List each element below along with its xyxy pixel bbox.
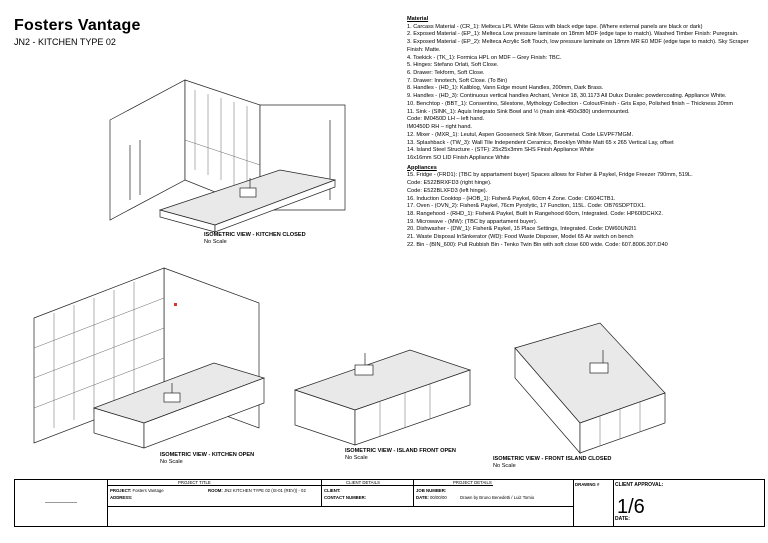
caption-kitchen-open-title: ISOMETRIC VIEW - KITCHEN OPEN xyxy=(160,452,255,458)
caption-island-open-title: ISOMETRIC VIEW - ISLAND FRONT OPEN xyxy=(345,448,456,454)
caption-island-open xyxy=(345,448,456,461)
material-note-item: 3. Exposed Material - (EP_2): Melteca Acrylic Soft Touch, low pressure laminate on 18mm MR E0 MDF (edge tape to match). Sky Scraper Finish: Matte. xyxy=(407,39,749,53)
job-field xyxy=(416,488,446,493)
caption-kitchen-open xyxy=(160,452,254,465)
caption-kitchen-closed xyxy=(204,232,306,245)
material-list xyxy=(407,24,759,163)
drawing-subtitle: JN2 - KITCHEN TYPE 02 xyxy=(14,37,116,47)
caption-island-closed-scale: No Scale xyxy=(493,462,516,469)
material-note-item: 4. Toekick - (TK_1): Formica HPL on MDF – Grey Finish: TBC. xyxy=(407,54,562,61)
title-block xyxy=(107,479,765,527)
client-field xyxy=(324,488,340,493)
appliance-note-item: 15. Fridge - (FRD1): (TBC by appartament buyer) Spaces allows for Fisher & Paykel, Fridge Freezer 790mm, 519L. xyxy=(407,172,693,179)
appliance-note-item: 18. Rangehood - (RHD_1): Fisher& Paykel, Built In Rangehood 60cm, Integrated. Code: HP60IDCHX2. xyxy=(407,210,663,217)
address-field xyxy=(110,495,132,500)
kitchen-closed-drawing xyxy=(100,60,400,235)
logo-mark xyxy=(45,502,77,503)
sheet-number: 1/6 xyxy=(617,496,645,518)
kitchen-open-drawing xyxy=(14,258,294,458)
material-note-item: 11. Sink - (SINK_1): Aquis Integrato Sink Bowl and ½ (main sink 450x380) undermounted. xyxy=(407,108,630,115)
material-note-item: 8. Handles - (HD_1): Kaliblog, Vann Edge mount Handles, 200mm, Dark Brass. xyxy=(407,85,604,92)
client-details-heading: CLIENT DETAILS xyxy=(346,480,380,485)
date-field xyxy=(416,495,534,500)
contact-label: CONTACT NUMBER: xyxy=(324,495,367,500)
material-note-item: 2. Exposed Material - (EP_1): Melteca Low pressure laminate on 18mm MDF (edge tape to match). Washed Timber Finish: Puregrain. xyxy=(407,31,739,38)
material-note-item: 9. Handles - (HD_3): Continuous vertical handles Archant, Venice 18, 30.1173 All Dulux Duralec powdercoating. Appliance White. xyxy=(407,93,727,100)
appliance-note-item: 21. Waste Disposal InSinkerator (WD): Food Waste Disposer, Model 65 Air switch on bench xyxy=(407,234,634,241)
drawing-number-label: DRAWING # xyxy=(575,482,600,487)
material-note-item: 5. Hinges: Stefano Orlati, Soft Close. xyxy=(407,62,499,69)
appliance-note-item: Code: E522BLXFD3 (left hinge). xyxy=(407,187,488,194)
material-note-item: 13. Splashback - (TW_3): Wall Tile Independent Ceramics, Brooklyn White Matt 65 x 265 Vertical Lay, offset xyxy=(407,139,674,146)
address-label: ADDRESS: xyxy=(110,495,133,500)
logo-box xyxy=(14,479,108,527)
material-note-item: 1. Carcass Material - (CR_1): Melteca LPL White Gloss with black edge tape. (Where external panels are black or dark) xyxy=(407,23,703,30)
appliance-note-item: 22. Bin - (BIN_600): Pull Rubbish Bin - Tenko Twin Bin with soft close 600 wide. Code: 607.8006.307.D40 xyxy=(407,241,668,248)
room-value: JN2 KITCHEN TYPE 02 (IS-01 (REV)) - 02 xyxy=(224,488,306,493)
material-note-item: 14. Island Steel Structure - (STF): 25x25x3mm SHS Finish Appliance White xyxy=(407,147,594,154)
caption-island-closed xyxy=(493,456,611,469)
appliance-note-item: Code: E522BRXFD3 (right hinge). xyxy=(407,180,492,187)
project-value: Fosters Vantage xyxy=(132,488,164,493)
material-note-item: Code: IM0450D LH – left hand. xyxy=(407,116,485,123)
caption-kitchen-open-scale: No Scale xyxy=(160,458,183,465)
material-heading: Material xyxy=(407,16,429,22)
date-value: 00/00/00 xyxy=(430,495,447,500)
island-front-open-drawing xyxy=(290,335,480,455)
appliance-list xyxy=(407,172,759,249)
project-details-heading: PROJECT DETAILS xyxy=(453,480,492,485)
caption-island-open-scale: No Scale xyxy=(345,454,368,461)
contact-field xyxy=(324,495,366,500)
appliance-note-item: 17. Oven - (OVN_2): Fisher& Paykel, 76cm Pyrolytic, 17 Function, 115L. Code: OB76SDPTDX1. xyxy=(407,203,646,210)
drawing-title: Fosters Vantage xyxy=(14,17,141,34)
caption-island-closed-title: ISOMETRIC VIEW - FRONT ISLAND CLOSED xyxy=(493,456,612,462)
room-field xyxy=(208,488,306,493)
material-note-item: 6. Drawer: Tekform, Soft Close. xyxy=(407,70,485,77)
appliances-heading: Appliances xyxy=(407,164,437,171)
caption-kitchen-closed-title: ISOMETRIC VIEW - KITCHEN CLOSED xyxy=(204,232,306,238)
appliance-note-item: 19. Microwave - (MW): (TBC by appartament buyer). xyxy=(407,218,538,225)
material-note-item: 16x16mm SO LID Finish Appliance White xyxy=(407,154,510,161)
client-label: CLIENT: xyxy=(324,488,341,493)
front-island-closed-drawing xyxy=(505,318,675,458)
job-label: JOB NUMBER: xyxy=(416,488,447,493)
specification-notes xyxy=(407,16,759,250)
room-label: ROOM: xyxy=(208,488,223,493)
date-label: DATE: xyxy=(416,495,429,500)
material-note-item: 10. Benchtop - (BBT_1): Consentino, Silestone, Mythology Collection - Colour/Finish - Gris Expo, Polished finish – Thickness 20mm xyxy=(407,100,734,107)
drawn-by: Drawn by Bruno Benedetti / Luiz Tomio xyxy=(459,495,535,500)
caption-kitchen-closed-scale: No Scale xyxy=(204,238,227,245)
material-note-item: 12. Mixer - (MXR_1): Leutul, Aspen Gooseneck Sink Mixer, Gunmetal. Code LEVPF7MGM. xyxy=(407,131,634,138)
client-approval-label: CLIENT APPROVAL: xyxy=(615,482,664,488)
appliance-note-item: 20. Dishwasher - (DW_1): Fisher& Paykel, 15 Place Settings, Integrated. Code: DW60UN2I1 xyxy=(407,226,637,233)
material-note-item: IM0450D RH – right hand. xyxy=(407,124,472,131)
material-note-item: 7. Drawer: Innotech, Soft Close. (To Bin) xyxy=(407,77,508,84)
approval-date-label: DATE: xyxy=(615,516,630,522)
project-title-heading: PROJECT TITLE xyxy=(178,480,211,485)
appliance-note-item: 16. Induction Cooktop - (HOB_1): Fisher& Paykel, 60cm 4 Zone. Code: CI604CTB1. xyxy=(407,195,616,202)
project-field xyxy=(110,488,164,493)
project-label: PROJECT: xyxy=(110,488,132,493)
